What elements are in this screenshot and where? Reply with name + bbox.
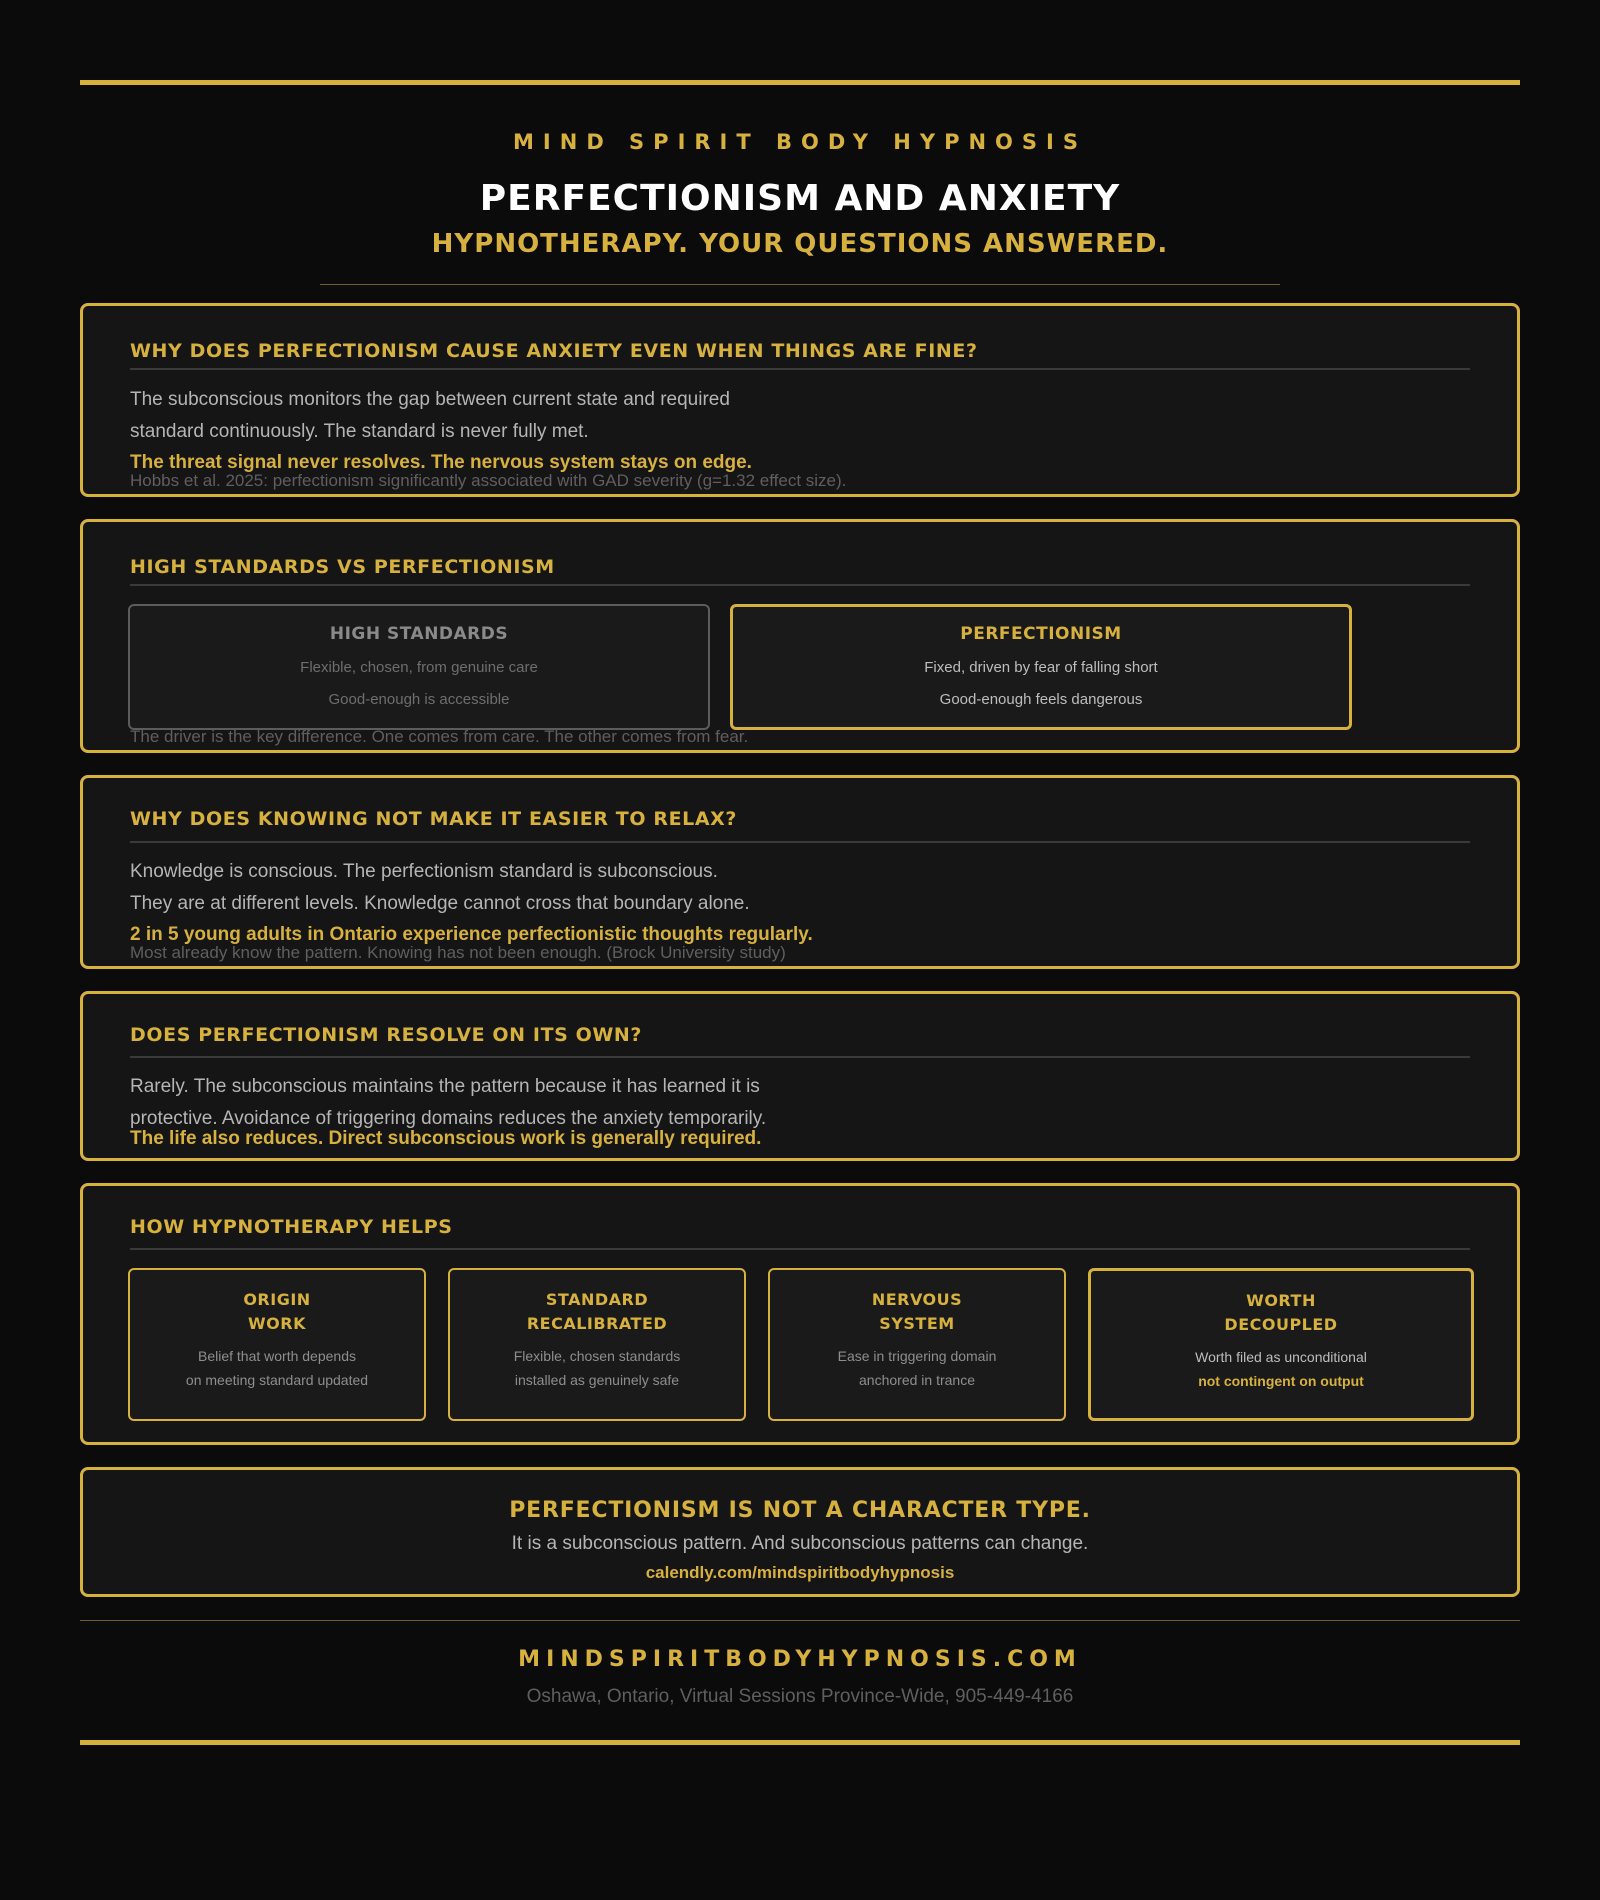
how-it-helps-card <box>80 1183 1520 1445</box>
contact-info: Oshawa, Ontario, Virtual Sessions Province-Wide, 905-449-4166 <box>526 1686 1074 1707</box>
title-line: RECALIBRATED <box>526 1314 668 1333</box>
card-emphasis: The threat signal never resolves. The nervous system stays on edge. <box>130 452 752 473</box>
benefit-origin-work <box>128 1268 426 1421</box>
card-citation: Most already know the pattern. Knowing has not been enough. (Brock University study) <box>130 943 786 962</box>
body-line: The subconscious monitors the gap between current state and required <box>130 389 730 410</box>
title-line: WORK <box>248 1314 306 1333</box>
benefit-nervous-system <box>768 1268 1066 1421</box>
text-line: not contingent on output <box>1198 1373 1364 1389</box>
card-heading: HOW HYPNOTHERAPY HELPS <box>130 1216 453 1238</box>
body-line: standard continuously. The standard is never fully met. <box>130 421 589 442</box>
card-divider <box>130 841 1470 843</box>
benefit-title <box>770 1288 1064 1336</box>
high-standards-panel <box>128 604 710 730</box>
benefit-standard-recalibrated <box>448 1268 746 1421</box>
text-line: installed as genuinely safe <box>514 1372 680 1388</box>
comparison-card <box>80 519 1520 753</box>
faq-card-knowing <box>80 775 1520 969</box>
card-body <box>130 1071 1030 1135</box>
text-line: on meeting standard updated <box>185 1372 369 1388</box>
benefit-title <box>130 1288 424 1336</box>
benefit-text <box>130 1344 424 1392</box>
card-heading: WHY DOES PERFECTIONISM CAUSE ANXIETY EVEN WHEN THINGS ARE FINE? <box>130 340 978 362</box>
text-line: Flexible, chosen standards <box>513 1348 681 1364</box>
panel-line: Good-enough is accessible <box>328 691 510 708</box>
body-line: They are at different levels. Knowledge cannot cross that boundary alone. <box>130 893 750 914</box>
cta-heading: PERFECTIONISM IS NOT A CHARACTER TYPE. <box>509 1498 1091 1523</box>
booking-link[interactable]: calendly.com/mindspiritbodyhypnosis <box>645 1563 955 1582</box>
card-emphasis: 2 in 5 young adults in Ontario experience perfectionistic thoughts regularly. <box>130 924 813 945</box>
text-line: Belief that worth depends <box>198 1348 356 1364</box>
top-gold-rule <box>80 80 1520 85</box>
card-citation: Hobbs et al. 2025: perfectionism significantly associated with GAD severity (g=1.32 effect size). <box>130 471 847 490</box>
bottom-gold-rule <box>80 1740 1520 1745</box>
faq-card-resolve <box>80 991 1520 1161</box>
panel-title: HIGH STANDARDS <box>329 624 509 644</box>
comparison-note: The driver is the key difference. One comes from care. The other comes from fear. <box>130 727 749 746</box>
benefit-title <box>1091 1289 1471 1337</box>
card-heading: HIGH STANDARDS VS PERFECTIONISM <box>130 556 555 578</box>
body-line: Rarely. The subconscious maintains the pattern because it has learned it is <box>130 1076 760 1097</box>
card-divider <box>130 1248 1470 1250</box>
title-line: STANDARD <box>545 1290 649 1309</box>
panel-line: Fixed, driven by fear of falling short <box>924 659 1158 676</box>
benefit-text <box>1091 1345 1471 1393</box>
panel-title: PERFECTIONISM <box>960 624 1122 644</box>
text-line: Ease in triggering domain <box>837 1348 997 1364</box>
panel-line: Flexible, chosen, from genuine care <box>300 659 538 676</box>
page-header <box>0 130 1600 259</box>
header-divider <box>320 284 1280 285</box>
body-line: Knowledge is conscious. The perfectionism standard is subconscious. <box>130 861 718 882</box>
perfectionism-panel <box>730 604 1352 730</box>
page-title: PERFECTIONISM AND ANXIETY <box>479 178 1121 219</box>
title-line: WORTH <box>1246 1291 1316 1310</box>
benefit-worth-decoupled <box>1088 1268 1474 1421</box>
text-line: Worth filed as unconditional <box>1195 1349 1367 1365</box>
card-body <box>130 384 890 448</box>
website-link[interactable]: MINDSPIRITBODYHYPNOSIS.COM <box>518 1647 1082 1672</box>
page-footer <box>0 1647 1600 1708</box>
benefit-title <box>450 1288 744 1336</box>
card-divider <box>130 584 1470 586</box>
card-heading: DOES PERFECTIONISM RESOLVE ON ITS OWN? <box>130 1024 643 1046</box>
title-line: ORIGIN <box>243 1290 311 1309</box>
title-line: DECOUPLED <box>1224 1315 1338 1334</box>
card-body <box>130 856 1030 920</box>
title-line: SYSTEM <box>879 1314 955 1333</box>
card-divider <box>130 1056 1470 1058</box>
text-line: anchored in trance <box>859 1372 975 1388</box>
footer-divider <box>80 1620 1520 1621</box>
title-line: NERVOUS <box>871 1290 963 1309</box>
benefit-text <box>450 1344 744 1392</box>
brand-name: MIND SPIRIT BODY HYPNOSIS <box>513 130 1087 154</box>
body-line: protective. Avoidance of triggering domains reduces the anxiety temporarily. <box>130 1108 767 1129</box>
card-divider <box>130 368 1470 370</box>
call-to-action-card <box>80 1467 1520 1597</box>
card-heading: WHY DOES KNOWING NOT MAKE IT EASIER TO RELAX? <box>130 808 738 830</box>
card-emphasis: The life also reduces. Direct subconscious work is generally required. <box>130 1128 762 1149</box>
cta-text: It is a subconscious pattern. And subconscious patterns can change. <box>511 1533 1089 1554</box>
panel-line: Good-enough feels dangerous <box>939 691 1143 708</box>
page-subtitle: HYPNOTHERAPY. YOUR QUESTIONS ANSWERED. <box>431 229 1169 259</box>
faq-card-anxiety <box>80 303 1520 497</box>
benefit-text <box>770 1344 1064 1392</box>
